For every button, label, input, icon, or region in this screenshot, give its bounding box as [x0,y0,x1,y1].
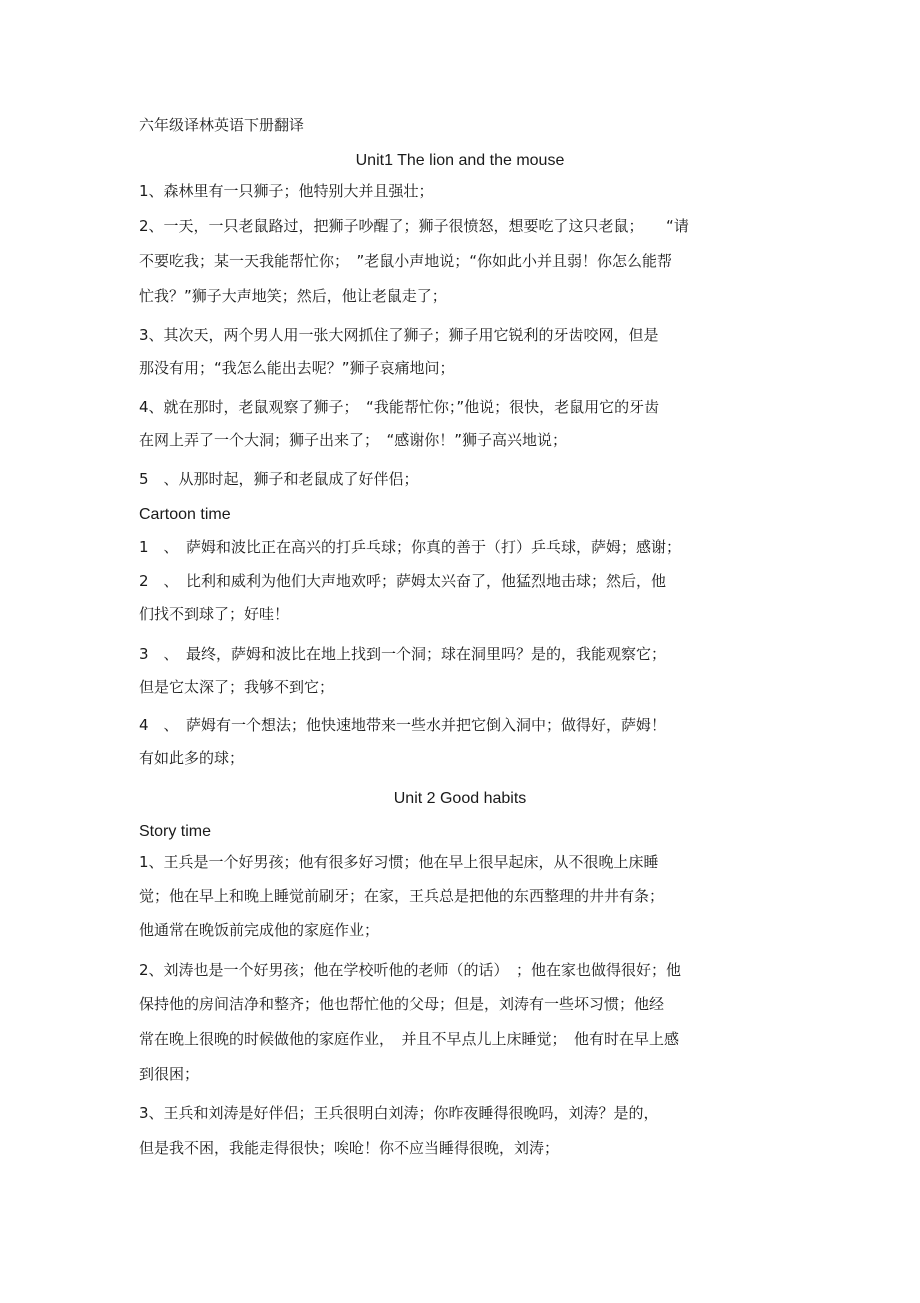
paragraph-line: 保持他的房间洁净和整齐；他也帮忙他的父母；但是，刘涛有一些坏习惯；他经 [139,995,665,1013]
paragraph-line: 他通常在晚饭前完成他的家庭作业； [139,921,380,939]
document-title: 六年级译林英语下册翻译 [139,116,305,134]
paragraph-line: 3、其次天，两个男人用一张大网抓住了狮子；狮子用它锐利的牙齿咬网，但是 [139,326,659,344]
paragraph-line: 不要吃我；某一天我能帮忙你； ”老鼠小声地说；“你如此小并且弱！你怎么能帮 [139,252,673,270]
paragraph-line: 常在晚上很晚的时候做他的家庭作业， 并且不早点儿上床睡觉； 他有时在早上感 [139,1030,680,1048]
paragraph-line: 4、就在那时，老鼠观察了狮子； “我能帮忙你；”他说；很快，老鼠用它的牙齿 [139,398,660,416]
paragraph-line: 有如此多的球； [139,749,245,767]
paragraph-line: 3、王兵和刘涛是好伴侣；王兵很明白刘涛；你昨夜睡得很晚吗，刘涛？是的， [139,1104,659,1122]
paragraph-line: 2 、 比利和威利为他们大声地欢呼；萨姆太兴奋了，他猛烈地击球；然后，他 [139,572,667,590]
paragraph-line: 1 、 萨姆和波比正在高兴的打乒乓球；你真的善于（打）乒乓球，萨姆；感谢； [139,538,682,556]
paragraph-line: 但是我不困，我能走得很快；唉呛！你不应当睡得很晚，刘涛； [139,1139,560,1157]
paragraph-line: 2、一天，一只老鼠路过，把狮子吵醒了；狮子很愤怒，想要吃了这只老鼠； “请 [139,217,689,235]
cartoon-time-heading: Cartoon time [139,506,231,523]
paragraph-line: 到很困； [139,1065,200,1083]
paragraph-line: 们找不到球了；好哇！ [139,605,290,623]
paragraph-line: 那没有用；“我怎么能出去呢？”狮子哀痛地问； [139,359,455,377]
paragraph-line: 但是它太深了；我够不到它； [139,678,335,696]
paragraph-line: 5 、从那时起，狮子和老鼠成了好伴侣； [139,470,419,488]
paragraph-line: 2、刘涛也是一个好男孩；他在学校听他的老师（的话） ；他在家也做得很好；他 [139,961,682,979]
paragraph-line: 1、王兵是一个好男孩；他有很多好习惯；他在早上很早起床，从不很晚上床睡 [139,853,659,871]
unit2-heading: Unit 2 Good habits [393,790,527,807]
unit1-heading: Unit1 The lion and the mouse [355,152,565,169]
paragraph-line: 忙我？”狮子大声地笑；然后，他让老鼠走了； [139,287,447,305]
paragraph-line: 觉；他在早上和晚上睡觉前刷牙；在家，王兵总是把他的东西整理的井井有条； [139,887,665,905]
paragraph-line: 在网上弄了一个大洞；狮子出来了； “感谢你！”狮子高兴地说； [139,431,568,449]
paragraph-line: 3 、 最终，萨姆和波比在地上找到一个洞；球在洞里吗？是的，我能观察它； [139,645,667,663]
paragraph-line: 4 、 萨姆有一个想法；他快速地带来一些水并把它倒入洞中；做得好，萨姆！ [139,716,667,734]
paragraph-line: 1、森林里有一只狮子；他特别大并且强壮； [139,182,434,200]
story-time-heading: Story time [139,823,212,840]
